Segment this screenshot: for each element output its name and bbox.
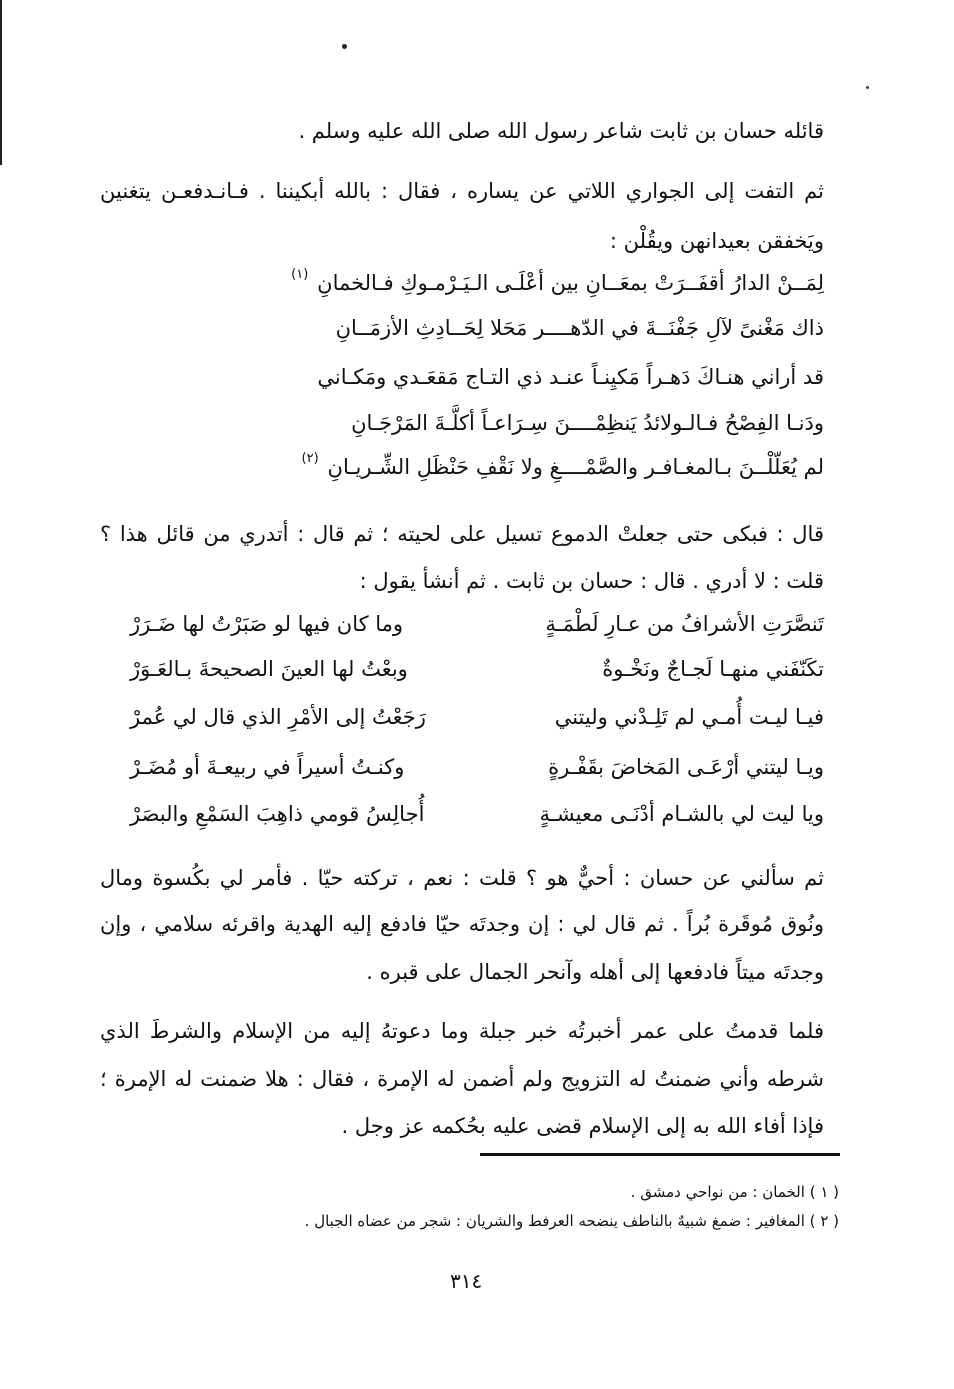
- poem-line: ودَنـا الفِصْحُ فـالـولائدُ يَنظِمْــــنَ سِـرَاعـاً أكلَّـةَ المَرْجَـانِ: [351, 411, 824, 435]
- hemistich-right: ويا ليت لي بالشـام أدْنَـى معيشـةٍ: [539, 802, 824, 826]
- hemistich-right: تَنصَّرَتِ الأشرافُ من عـارِ لَطْمَـةٍ: [545, 612, 824, 636]
- footnote-marker: (١): [291, 267, 309, 282]
- footnote-marker: (٢): [301, 451, 319, 466]
- text-line: فلما قدمتُ على عمر أخبرتُه خبر جبلة وما دعوتهُ إليه من الإسلام والشرطَ الذي: [100, 1019, 824, 1043]
- footnote: ( ٢ ) المغافير : ضمغ شبيهٌ بالناطف ينضحه العرفط والشريان : شجر من عضاه الجبال .: [304, 1212, 839, 1230]
- text-line: فإذا أفاء الله به إلى الإسلام قضى عليه بحُكمه عز وجل .: [341, 1114, 824, 1138]
- scan-dot: [866, 86, 869, 89]
- poem-line: [291, 266, 824, 300]
- poem-line: قد أراني هنـاكَ دَهـراً مَكيِنـاً عنـد ذي التـاج مَقعَـدي ومَكـاني: [317, 365, 824, 389]
- hemistich-left: وما كان فيها لو صَبَرْتُ لها ضَـرَرْ: [130, 612, 404, 636]
- verse-text: لِمَــنْ الدارُ أقفَــرَتْ بمعَــانِ بين أعْلَـى الـيَـرْمـوكِ فـالخمانِ: [317, 271, 824, 295]
- hemistich-right: فيـا ليـت أُمـي لم تَلِـدْني وليتني: [554, 705, 824, 729]
- hemistich-left: رَجَعْتُ إلى الأمْرِ الذي قال لي عُمرْ: [130, 705, 426, 729]
- footnote: ( ١ ) الخمان : من نواحي دمشق .: [630, 1183, 839, 1201]
- verse-text: لم يُعَلّلْــنَ بـالمغـافـر والصَّمْــــغِ ولا نَقْفِ حَنْظَلِ الشِّـريـانِ: [327, 455, 824, 479]
- hemistich-right: تكَنّفَني منهـا لَجـاجٌ ونَخْـوةٌ: [602, 657, 824, 681]
- poem-line: [301, 450, 824, 484]
- text-line: قائله حسان بن ثابت شاعر رسول الله صلى الله عليه وسلم .: [298, 119, 824, 143]
- text-line: ويَخفقن بعيدانهن ويقُلْن :: [609, 229, 824, 253]
- text-line: شرطه وأني ضمنتُ له التزويج ولم أضمن له الإمرة ، فقال : هلا ضمنت له الإمرة ؛: [100, 1067, 824, 1091]
- text-line: ثم التفت إلى الجواري اللاتي عن يساره ، فقال : بالله أبكيننا . فـانـدفعـن يتغنين: [100, 179, 824, 203]
- hemistich-left: أُجالِسُ قومي ذاهِبَ السَمْعِ والبصَرْ: [130, 802, 425, 826]
- text-line: ونُوق مُوقَرة بُراً . ثم قال لي : إن وجدتَه حيّا فادفع إليه الهدية واقرئه سلامي ، وإن: [100, 912, 824, 936]
- hemistich-left: وبعْتُ لها العينَ الصحيحةَ بـالعَـوَرْ: [130, 657, 408, 681]
- text-line: قلت : لا أدري . قال : حسان بن ثابت . ثم أنشأ يقول :: [359, 569, 824, 593]
- hemistich-right: ويـا ليتني أرْعَـى المَخاضَ بقَفْـرةٍ: [548, 755, 824, 779]
- text-line: قال : فبكى حتى جعلتْ الدموع تسيل على لحيته ؛ ثم قال : أتدري من قائل هذا ؟: [100, 522, 824, 546]
- poem-line: ذاك مَغْنىً لآلِ جَفْنَــةَ في الدّهــــر مَحَلا لِحَــادِثِ الأزمَــانِ: [335, 316, 824, 340]
- scan-dot: [342, 44, 347, 49]
- footnote-separator: [480, 1153, 840, 1156]
- page-number: ٣١٤: [450, 1269, 483, 1293]
- text-line: وجدتَه ميتاً فادفعها إلى أهله وآنحر الجمال على قبره .: [366, 960, 824, 984]
- hemistich-left: وكنـتُ أسيراً في ربيعـةَ أو مُضَـرْ: [130, 755, 405, 779]
- text-line: ثم سألني عن حسان : أحيٌّ هو ؟ قلت : نعم ، تركته حيّا . فأمر لي بكُسوة ومال: [100, 866, 824, 890]
- scan-edge-line: [0, 0, 2, 165]
